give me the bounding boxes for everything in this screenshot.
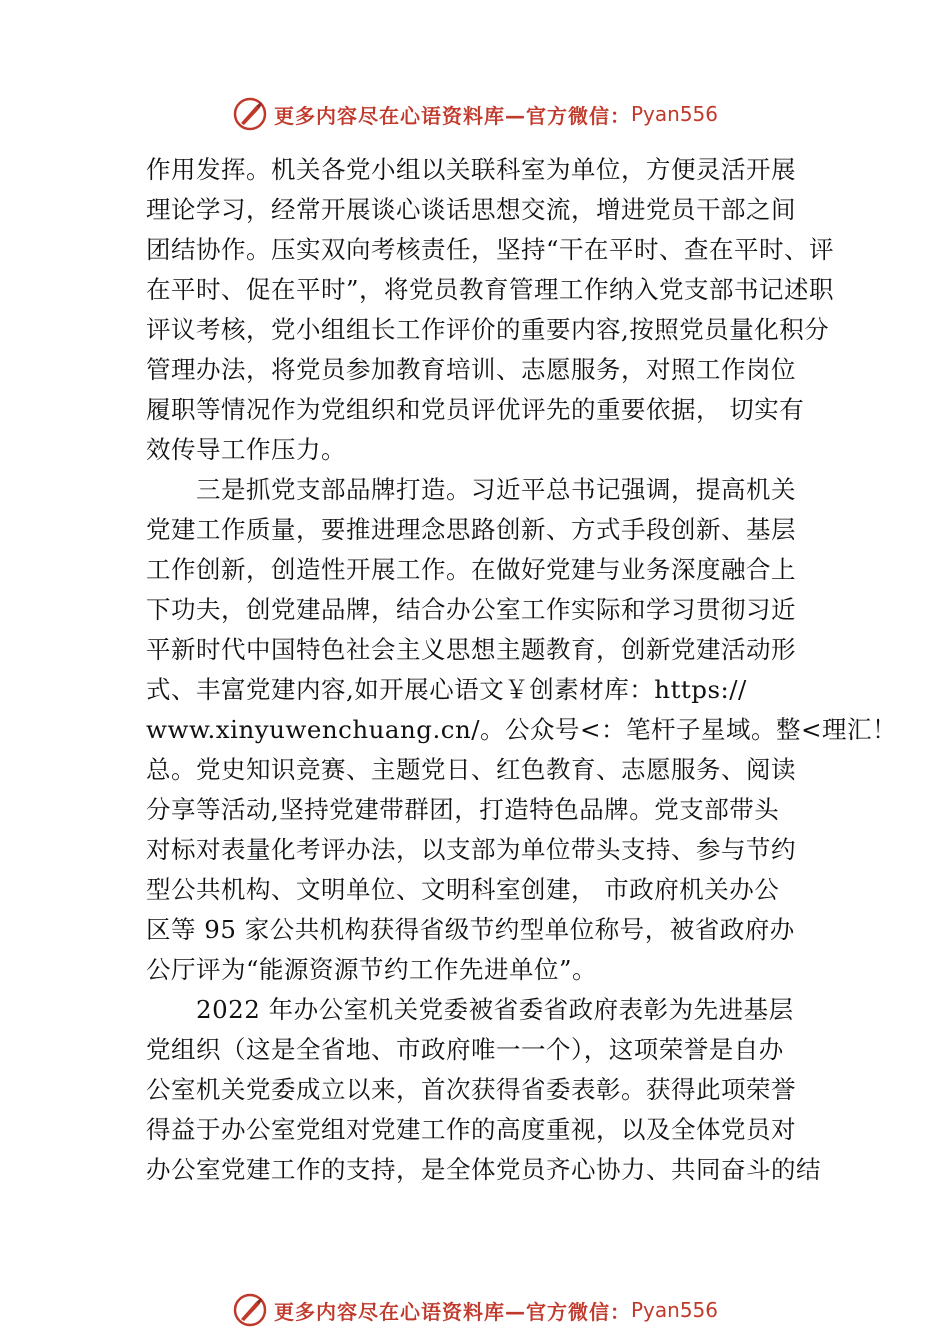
header-banner-text: 更多内容尽在心语资料库—官方微信：: [273, 103, 631, 128]
body-line: 作用发挥。机关各党小组以关联科室为单位，方便灵活开展: [146, 155, 796, 184]
footer-watermark-banner: [0, 1290, 950, 1330]
header-banner-handle: Pyan556: [630, 102, 718, 126]
quill-pen-logo-icon: [232, 96, 268, 132]
body-line: www.xinyuwenchuang.cn/。公众号<：笔杆子星域。整<理汇！: [146, 715, 898, 744]
body-line: 公厅评为“能源资源节约工作先进单位”。: [146, 955, 598, 984]
body-line: 总。党史知识竞赛、主题党日、红色教育、志愿服务、阅读: [146, 755, 796, 784]
body-line: 得益于办公室党组对党建工作的高度重视，以及全体党员对: [146, 1115, 796, 1144]
quill-pen-logo-icon: [232, 1292, 268, 1328]
body-line: 式、丰富党建内容,如开展心语文￥创素材库：https://: [146, 675, 747, 704]
body-line: 分享等活动,坚持党建带群团，打造特色品牌。党支部带头: [146, 795, 780, 824]
body-line: 党组织（这是全省地、市政府唯一一个），这项荣誉是自办: [146, 1035, 784, 1064]
footer-banner-handle: Pyan556: [630, 1298, 718, 1322]
body-line: 工作创新，创造性开展工作。在做好党建与业务深度融合上: [146, 555, 796, 584]
body-line: 下功夫，创党建品牌，结合办公室工作实际和学习贯彻习近: [146, 595, 796, 624]
body-line: 团结协作。压实双向考核责任，坚持“干在平时、查在平时、评: [146, 235, 835, 264]
header-watermark-banner: [0, 94, 950, 134]
paragraph-start-line: 2022 年办公室机关党委被省委省政府表彰为先进基层: [196, 995, 794, 1024]
body-line: 公室机关党委成立以来，首次获得省委表彰。获得此项荣誉: [146, 1075, 796, 1104]
body-line: 平新时代中国特色社会主义思想主题教育，创新党建活动形: [146, 635, 796, 664]
body-line: 履职等情况作为党组织和党员评优评先的重要依据， 切实有: [146, 395, 805, 424]
body-line: 对标对表量化考评办法，以支部为单位带头支持、参与节约: [146, 835, 796, 864]
body-line: 理论学习，经常开展谈心谈话思想交流，增进党员干部之间: [146, 195, 796, 224]
body-line: 办公室党建工作的支持，是全体党员齐心协力、共同奋斗的结: [146, 1155, 821, 1184]
body-line: 型公共机构、文明单位、文明科室创建， 市政府机关办公: [146, 875, 780, 904]
body-line: 区等 95 家公共机构获得省级节约型单位称号，被省政府办: [146, 915, 795, 944]
body-line: 评议考核，党小组组长工作评价的重要内容,按照党员量化积分: [146, 315, 830, 344]
body-line: 党建工作质量，要推进理念思路创新、方式手段创新、基层: [146, 515, 796, 544]
document-body: [146, 150, 898, 1190]
footer-banner-text: 更多内容尽在心语资料库—官方微信：: [273, 1299, 631, 1324]
body-line: 在平时、促在平时”，将党员教育管理工作纳入党支部书记述职: [146, 275, 835, 304]
paragraph-start-line: 三是抓党支部品牌打造。习近平总书记强调，提高机关: [196, 475, 796, 504]
body-line: 效传导工作压力。: [146, 435, 346, 464]
body-line: 管理办法，将党员参加教育培训、志愿服务，对照工作岗位: [146, 355, 796, 384]
